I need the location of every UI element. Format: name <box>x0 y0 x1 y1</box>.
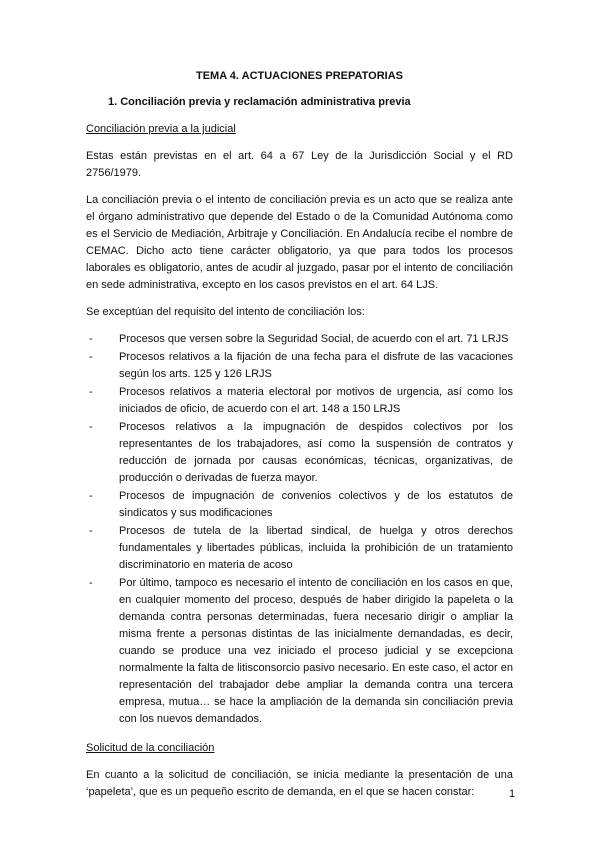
list-item-text: Procesos de impugnación de convenios colectivos y de los estatutos de sindicatos y sus modificaciones <box>119 490 513 519</box>
dash-bullet: - <box>89 421 93 433</box>
list-item <box>86 349 513 383</box>
dash-bullet: - <box>89 333 93 345</box>
paragraph: Estas están previstas en el art. 64 a 67 Ley de la Jurisdicción Social y el RD 2756/1979. <box>86 150 513 179</box>
list-item-text: Procesos que versen sobre la Seguridad Social, de acuerdo con el art. 71 LRJS <box>119 333 509 345</box>
dash-bullet: - <box>89 351 93 363</box>
dash-bullet: - <box>89 386 93 398</box>
list-item <box>86 419 513 487</box>
list-item <box>86 575 513 728</box>
dash-bullet: - <box>89 490 93 502</box>
subheading-conciliacion-previa: Conciliación previa a la judicial <box>86 123 236 135</box>
paragraph: En cuanto a la solicitud de conciliación, se inicia mediante la presentación de una ‘papeleta’, que es un pequeño escrito de demanda, en el que se hacen constar: <box>86 769 513 798</box>
list-item-text: Procesos relativos a la impugnación de despidos colectivos por los representantes de los trabajadores, así como la suspensión de contratos y reducción de jornada por causas económicas, técnicas, organizativas, de producción o derivadas de fuerza mayor. <box>119 421 513 484</box>
paragraph: Se exceptúan del requisito del intento de conciliación los: <box>86 306 365 318</box>
list-item <box>86 384 513 418</box>
document-title: TEMA 4. ACTUACIONES PREPATORIAS <box>196 70 403 82</box>
dash-bullet: - <box>89 525 93 537</box>
subheading-solicitud: Solicitud de la conciliación <box>86 742 215 754</box>
list-item-text: Procesos relativos a la fijación de una fecha para el disfrute de las vacaciones según los arts. 125 y 126 LRJS <box>119 351 513 380</box>
list-item-text: Procesos de tutela de la libertad sindical, de huelga y otros derechos fundamentales y libertades públicas, incluida la prohibición de un tratamiento discriminatorio en materia de acoso <box>119 525 513 571</box>
list-item-text: Procesos relativos a materia electoral por motivos de urgencia, así como los iniciados de oficio, de acuerdo con el art. 148 a 150 LRJS <box>119 386 513 415</box>
page-number: 1 <box>509 788 516 800</box>
section-heading: 1. Conciliación previa y reclamación administrativa previa <box>108 96 411 108</box>
list-item <box>86 488 513 522</box>
list-item <box>86 523 513 574</box>
paragraph: La conciliación previa o el intento de conciliación previa es un acto que se realiza ante el órgano administrativo que depende del Estado o de la Comunidad Autónoma como es el Servicio de Mediación, Arbitraje y Conciliación. En Andalucía recibe el nombre de CEMAC. Dicho acto tiene carácter obligatorio, ya que para todos los procesos laborales es obligatorio, antes de acudir al juzgado, pasar por el intento de conciliación en sede administrativa, excepto en los casos previstos en el art. 64 LJS. <box>86 194 513 291</box>
list-item-text: Por último, tampoco es necesario el intento de conciliación en los casos en que, en cualquier momento del proceso, después de haber dirigido la papeleta o la demanda contra personas determinadas, fuera necesario dirigir o ampliar la misma frente a personas distintas de las inicialmente demandadas, es decir, cuando se produce una vez iniciado el proceso judicial y se excepciona normalmente la falta de litisconsorcio pasivo necesario. En este caso, el actor en representación del trabajador debe ampliar la demanda contra una tercera empresa, mutua… se hace la ampliación de la demanda sin conciliación previa con los nuevos demandados. <box>119 577 513 725</box>
list-item <box>86 331 513 348</box>
exceptions-list <box>86 331 513 728</box>
dash-bullet: - <box>89 577 93 589</box>
